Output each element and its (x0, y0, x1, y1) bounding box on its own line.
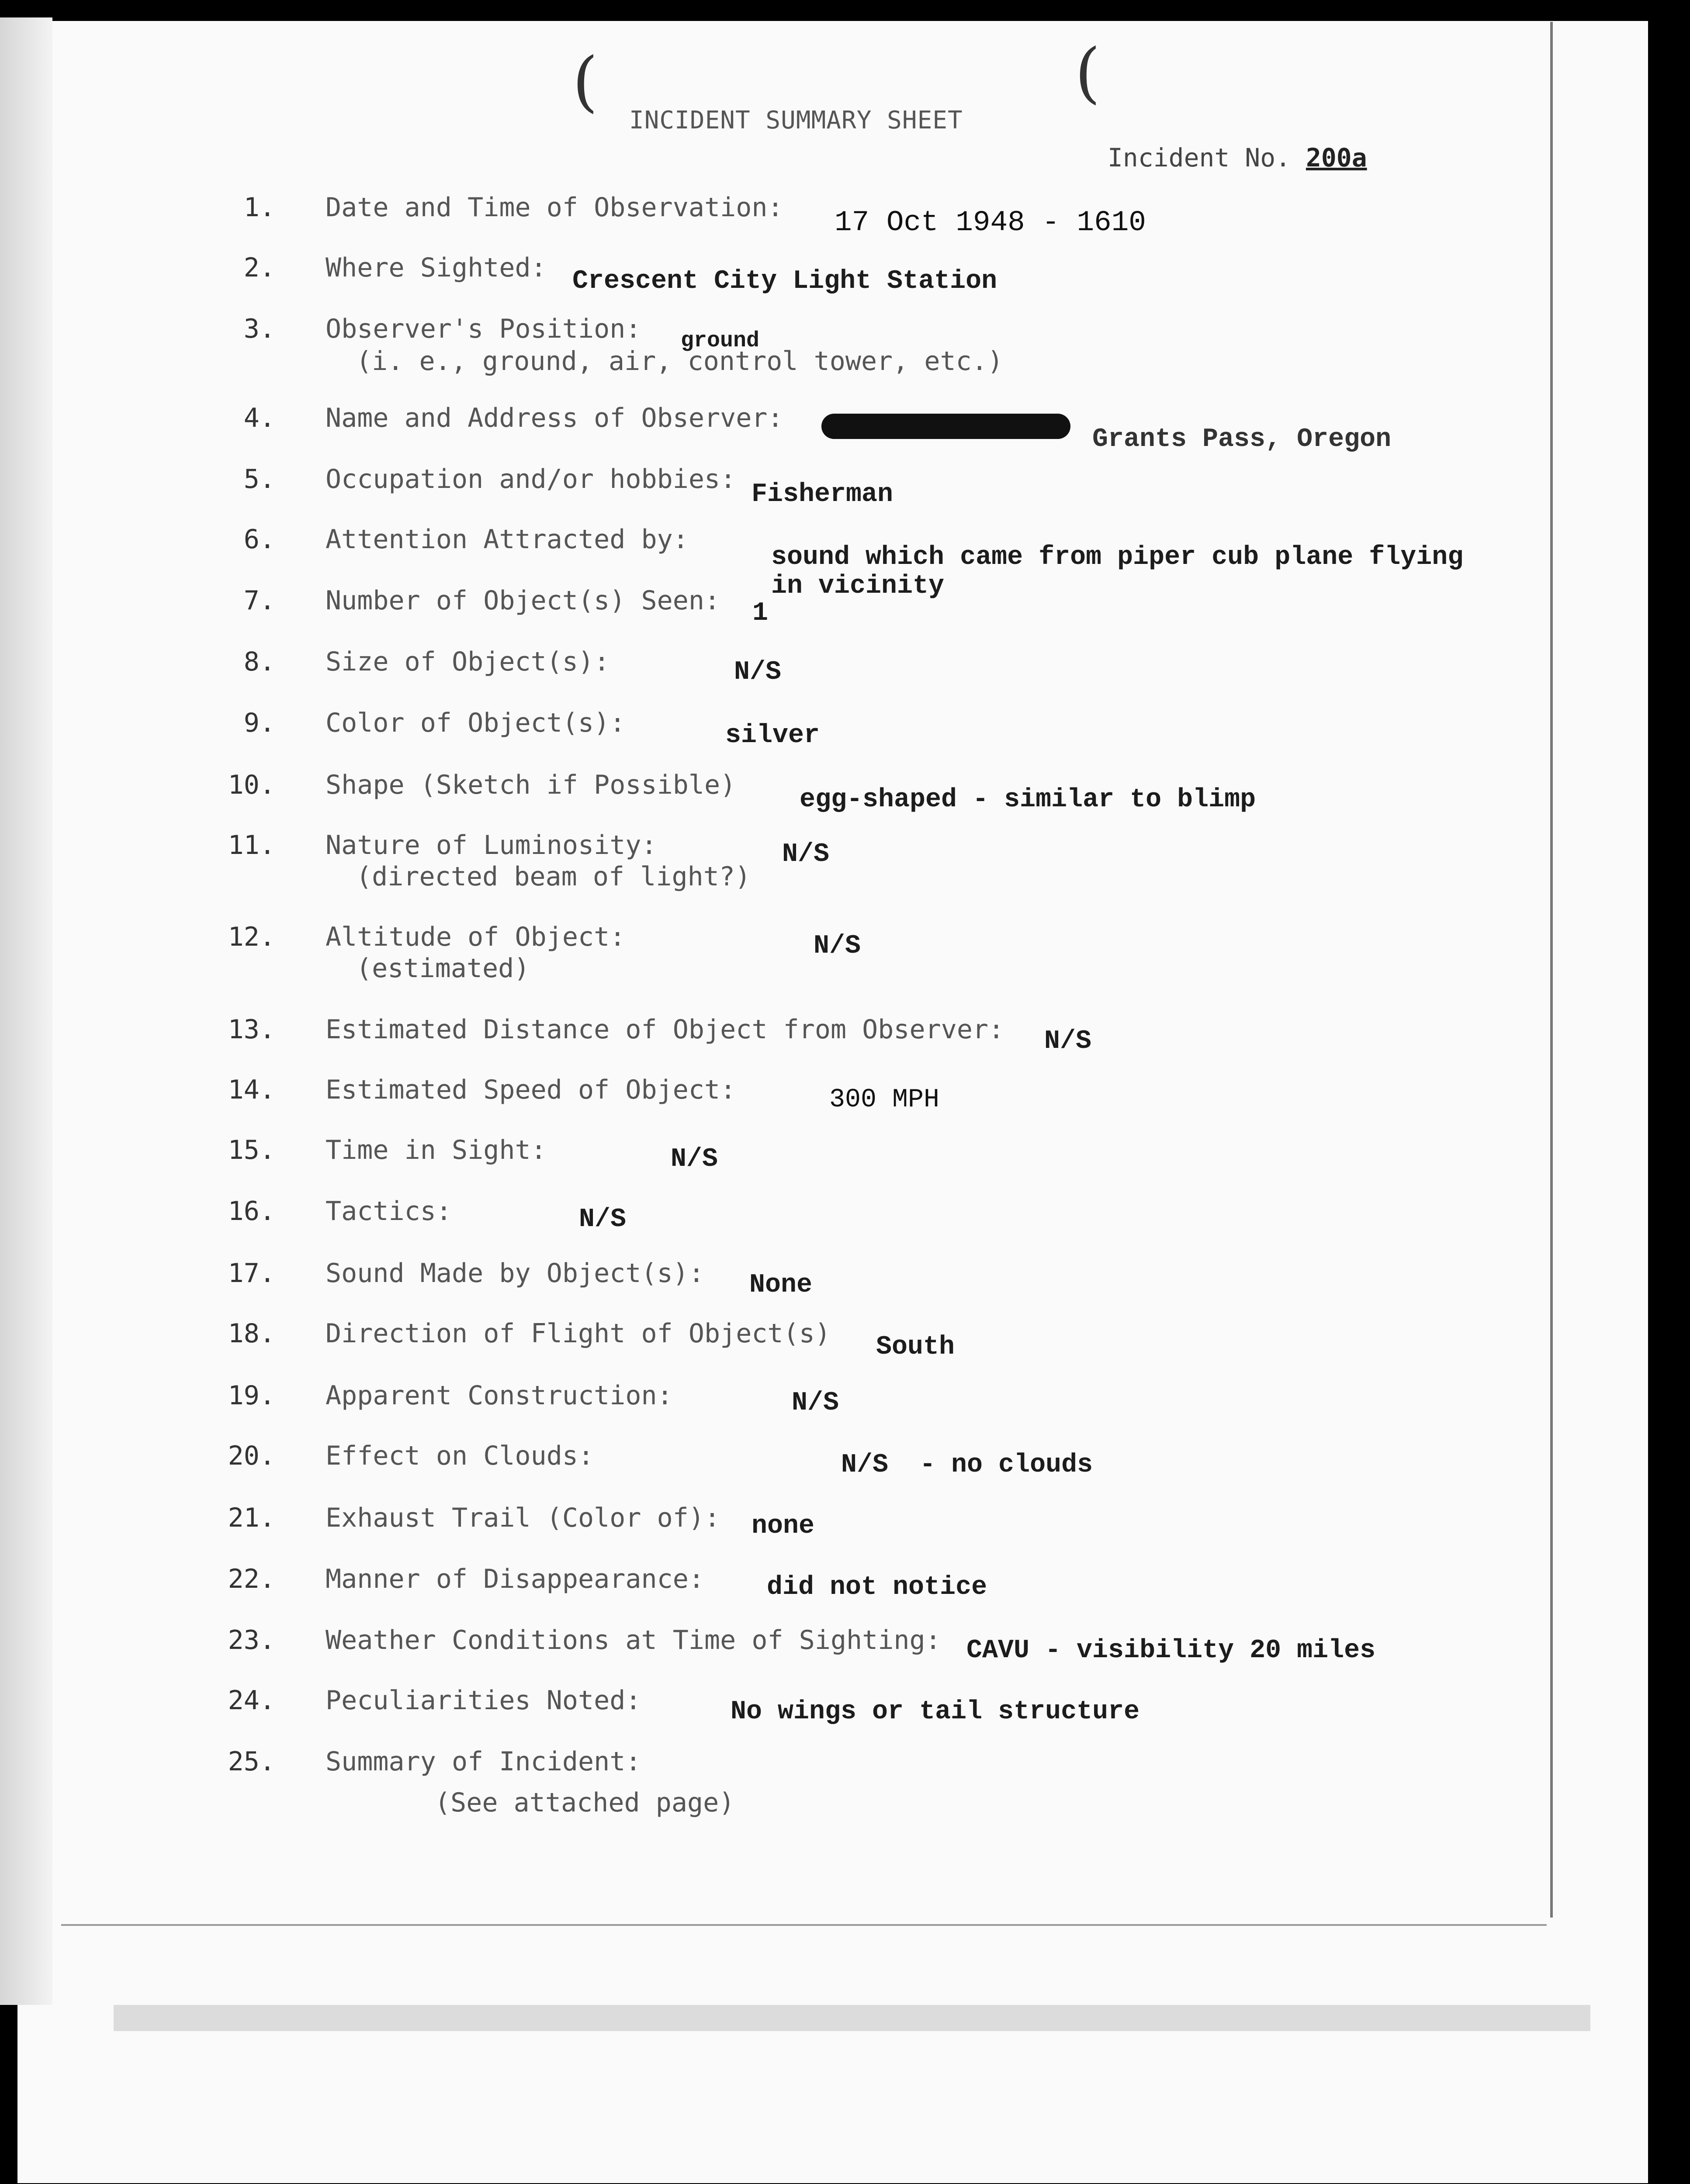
item-value: none (751, 1511, 815, 1541)
item-number: 3. (243, 314, 275, 344)
item-value: No wings or tail structure (731, 1697, 1140, 1727)
item-number: 6. (243, 524, 275, 555)
item-value: None (749, 1270, 813, 1300)
bottom-scan-shadow (114, 2005, 1590, 2031)
item-number: 21. (228, 1503, 275, 1533)
hole-punch-mark-left: ( (572, 44, 598, 120)
item-label: Date and Time of Observation: (326, 192, 783, 223)
item-label: Weather Conditions at Time of Sighting: (326, 1625, 941, 1655)
item-value: silver (725, 721, 820, 750)
item-value-continued: in vicinity (771, 571, 945, 601)
item-label: Sound Made by Object(s): (326, 1258, 704, 1289)
item-value: South (876, 1332, 955, 1362)
right-edge-line (1550, 22, 1553, 1918)
item-label: Attention Attracted by: (326, 524, 689, 555)
item-number: 2. (243, 252, 275, 283)
item-label: Effect on Clouds: (326, 1441, 594, 1471)
item-label: Nature of Luminosity: (326, 830, 657, 860)
item-label: Tactics: (326, 1196, 452, 1227)
item-number: 10. (228, 770, 275, 800)
item-label: Altitude of Object: (326, 922, 626, 952)
item-number: 24. (228, 1685, 275, 1716)
item-value: N/S (792, 1388, 839, 1418)
item-value: 1 (752, 598, 769, 628)
incident-number (1108, 143, 1367, 173)
item-number: 4. (243, 403, 275, 433)
item-label: Estimated Speed of Object: (326, 1075, 736, 1105)
item-number: 8. (243, 646, 275, 677)
item-number: 14. (228, 1075, 275, 1105)
item-value: Grants Pass, Oregon (1092, 425, 1392, 454)
item-sublabel: (estimated) (356, 953, 530, 984)
item-number: 20. (228, 1441, 275, 1471)
item-label: Number of Object(s) Seen: (326, 585, 720, 616)
item-sublabel: (directed beam of light?) (356, 861, 751, 892)
item-number: 25. (228, 1746, 275, 1777)
item-value: did not notice (767, 1572, 987, 1602)
item-label: Where Sighted: (326, 252, 547, 283)
item-label: Observer's Position: (326, 314, 641, 344)
item-value: Crescent City Light Station (572, 266, 997, 296)
item-value: 300 MPH (829, 1085, 940, 1115)
item-label: Direction of Flight of Object(s) (326, 1318, 831, 1349)
item-label: Color of Object(s): (326, 708, 626, 738)
item-number: 15. (228, 1135, 275, 1165)
item-label: Manner of Disappearance: (326, 1564, 704, 1594)
item-value: Fisherman (751, 480, 893, 509)
item-value: N/S (814, 931, 861, 961)
item-number: 17. (228, 1258, 275, 1289)
item-number: 18. (228, 1318, 275, 1349)
item-number: 5. (243, 464, 275, 494)
item-value: CAVU - visibility 20 miles (966, 1636, 1376, 1666)
item-value: N/S - no clouds (841, 1450, 1093, 1480)
item-number: 13. (228, 1014, 275, 1045)
item-label: Name and Address of Observer: (326, 403, 783, 433)
item-value: egg-shaped - similar to blimp (800, 785, 1256, 815)
item-number: 11. (228, 830, 275, 860)
item-number: 9. (243, 708, 275, 738)
left-scan-shadow (0, 17, 52, 2005)
item-label: Apparent Construction: (326, 1380, 673, 1411)
item-sublabel: (i. e., ground, air, control tower, etc.) (356, 346, 1004, 377)
item-label: Occupation and/or hobbies: (326, 464, 736, 494)
item-number: 19. (228, 1380, 275, 1411)
item-label: Summary of Incident: (326, 1746, 641, 1777)
item-number: 1. (243, 192, 275, 223)
item-label: Size of Object(s): (326, 646, 610, 677)
item-value: ground (681, 328, 760, 353)
item-label: Time in Sight: (326, 1135, 547, 1165)
hole-punch-mark-right: ( (1075, 35, 1101, 111)
item-number: 22. (228, 1564, 275, 1594)
item-value: sound which came from piper cub plane flying (771, 543, 1464, 572)
item-number: 12. (228, 922, 275, 952)
item-value: N/S (734, 657, 782, 687)
item-value: N/S (1044, 1026, 1092, 1056)
redacted-name (821, 414, 1070, 439)
item-number: 16. (228, 1196, 275, 1227)
item-sublabel: (See attached page) (435, 1787, 735, 1818)
item-value: 17 Oct 1948 - 1610 (835, 206, 1146, 239)
bottom-edge-line (61, 1924, 1547, 1926)
item-label: Shape (Sketch if Possible) (326, 770, 736, 800)
item-number: 7. (243, 585, 275, 616)
item-label: Exhaust Trail (Color of): (326, 1503, 720, 1533)
item-value: N/S (579, 1205, 627, 1234)
item-value: N/S (782, 840, 830, 869)
incident-number-label: Incident No. (1108, 143, 1291, 173)
item-number: 23. (228, 1625, 275, 1655)
document-title: INCIDENT SUMMARY SHEET (629, 106, 963, 135)
item-label: Estimated Distance of Object from Observer: (326, 1014, 1004, 1045)
item-label: Peculiarities Noted: (326, 1685, 641, 1716)
item-value: N/S (671, 1144, 718, 1174)
incident-number-value: 200a (1306, 143, 1367, 173)
